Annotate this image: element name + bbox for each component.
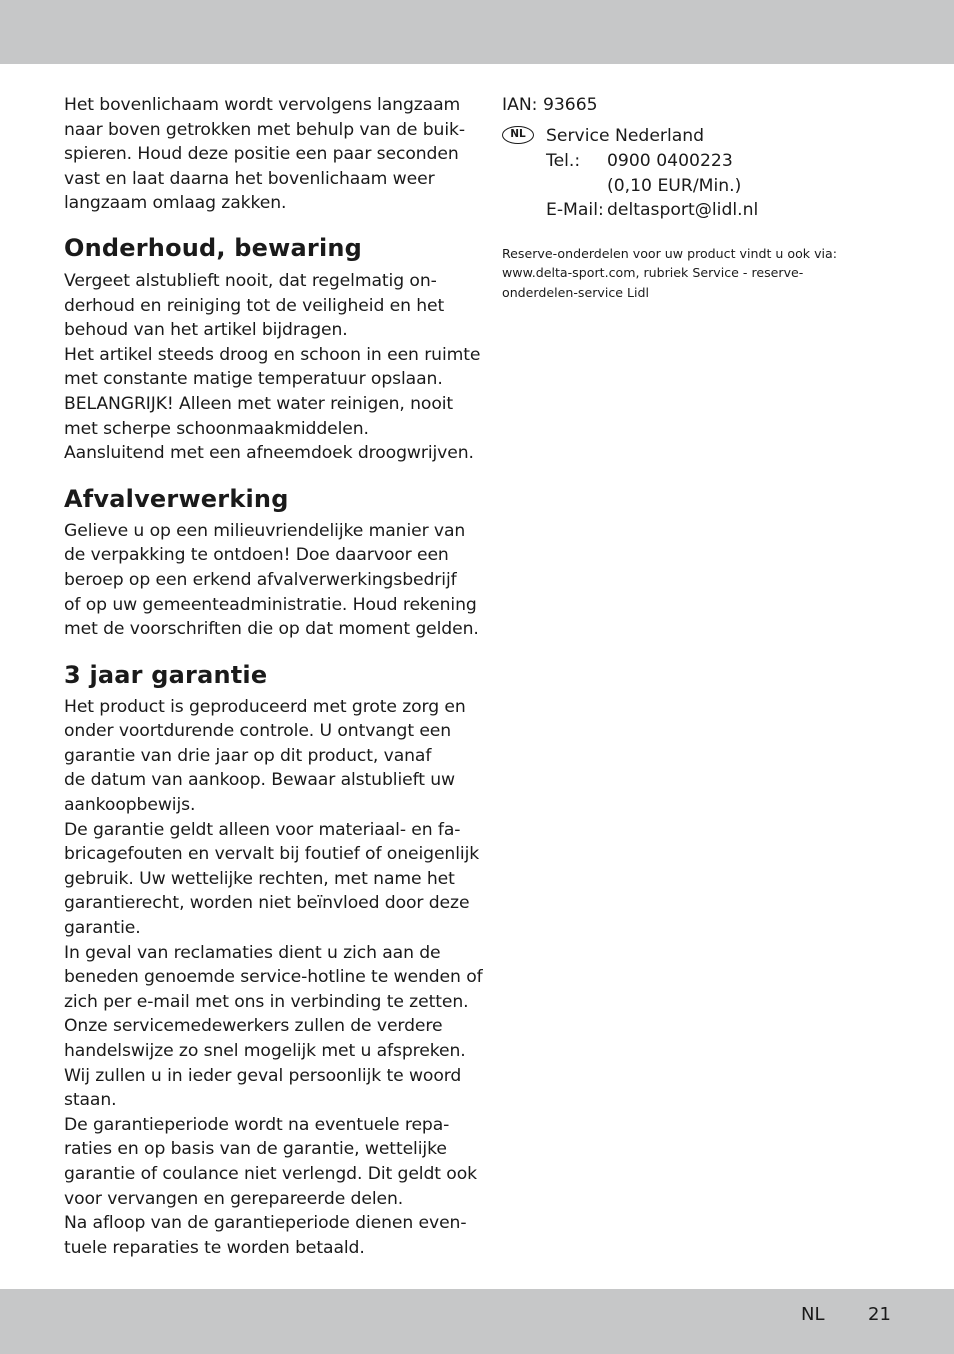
text-line: derhoud en reiniging tot de veiligheid en het — [64, 295, 445, 316]
section-heading-afvalverwerking: Afvalverwerking — [64, 484, 289, 513]
page-number: 21 — [868, 1304, 891, 1325]
tel-rate: (0,10 EUR/Min.) — [607, 175, 742, 196]
email-value: deltasport@lidl.nl — [607, 200, 759, 221]
text-line: Wij zullen u in ieder geval persoonlijk te woord — [64, 1065, 462, 1086]
text-line: Het product is geproduceerd met grote zorg en — [64, 696, 466, 717]
text-line: garantie. — [64, 918, 141, 939]
text-line: voor vervangen en gerepareerde delen. — [64, 1188, 404, 1209]
section-body-garantie — [64, 695, 483, 1261]
text-line: tuele reparaties te worden betaald. — [64, 1237, 365, 1258]
text-line: garantie of coulance niet verlengd. Dit geldt ook — [64, 1163, 477, 1184]
spare-parts-note — [502, 244, 862, 302]
ian-number: IAN: 93665 — [502, 95, 598, 115]
text-line: beroep op een erkend afvalverwerkingsbedrijf — [64, 569, 457, 590]
section-heading-garantie: 3 jaar garantie — [64, 660, 268, 689]
text-line: Gelieve u op een milieuvriendelijke manier van — [64, 520, 466, 541]
header-band — [0, 0, 954, 64]
text-line: garantie van drie jaar op dit product, vanaf — [64, 745, 432, 766]
text-line: De garantieperiode wordt na eventuele repa- — [64, 1114, 450, 1135]
intro-paragraph — [64, 93, 465, 216]
country-badge-nl: NL — [502, 126, 534, 144]
text-line: Het artikel steeds droog en schoon in een ruimte — [64, 344, 481, 365]
text-line: beneden genoemde service-hotline te wenden of — [64, 967, 483, 988]
text-line: onder voortdurende controle. U ontvangt een — [64, 721, 452, 742]
spare-parts-line: onderdelen-service Lidl — [502, 284, 650, 300]
left-column — [64, 93, 483, 1260]
text-line: Vergeet alstublieft nooit, dat regelmatig on- — [64, 270, 437, 291]
email-row — [546, 198, 758, 223]
email-label: E-Mail: — [546, 200, 604, 221]
spare-parts-line: Reserve-onderdelen voor uw product vindt u ook via: — [502, 246, 838, 261]
text-line: met constante matige temperatuur opslaan. — [64, 369, 443, 390]
spare-parts-line: www.delta-sport.com, rubriek Service - reserve- — [502, 265, 804, 281]
text-line: Onze servicemedewerkers zullen de verdere — [64, 1016, 443, 1037]
text-line: de verpakking te ontdoen! Doe daarvoor een — [64, 545, 449, 566]
text-line: aankoopbewijs. — [64, 795, 196, 816]
text-line: zich per e-mail met ons in verbinding te zetten. — [64, 991, 469, 1012]
text-line: In geval van reclamaties dient u zich aan de — [64, 942, 441, 963]
service-title: Service Nederland — [546, 126, 705, 146]
contact-block — [546, 149, 758, 223]
text-line: Aansluitend met een afneemdoek droogwrijven. — [64, 443, 474, 464]
text-line: Het bovenlichaam wordt vervolgens langzaam — [64, 95, 461, 115]
text-line: of op uw gemeenteadministratie. Houd rekening — [64, 594, 477, 615]
text-line: langzaam omlaag zakken. — [64, 193, 287, 214]
tel-row — [546, 149, 758, 174]
text-line: garantierecht, worden niet beïnvloed door deze — [64, 893, 470, 914]
text-line: raties en op basis van de garantie, wettelijke — [64, 1139, 447, 1160]
text-line: met scherpe schoonmaakmiddelen. — [64, 418, 369, 439]
text-line: behoud van het artikel bijdragen. — [64, 320, 348, 341]
text-line: spieren. Houd deze positie een paar seconden — [64, 144, 459, 165]
text-line: De garantie geldt alleen voor materiaal- en fa- — [64, 819, 461, 840]
tel-value: 0900 0400223 — [607, 151, 733, 171]
text-line: de datum van aankoop. Bewaar alstublieft uw — [64, 770, 456, 791]
text-line: gebruik. Uw wettelijke rechten, met name het — [64, 868, 455, 889]
text-line: staan. — [64, 1090, 117, 1111]
footer-language: NL — [801, 1304, 825, 1325]
text-line: bricagefouten en vervalt bij foutief of oneigenlijk — [64, 844, 480, 865]
text-line: Na afloop van de garantieperiode dienen even- — [64, 1213, 467, 1234]
text-line: vast en laat daarna het bovenlichaam weer — [64, 168, 435, 189]
section-body-afvalverwerking — [64, 519, 479, 642]
text-line: handelswijze zo snel mogelijk met u afspreken. — [64, 1041, 466, 1061]
tel-rate-row — [546, 174, 758, 199]
section-body-onderhoud — [64, 269, 481, 466]
tel-label: Tel.: — [546, 151, 581, 171]
section-heading-onderhoud: Onderhoud, bewaring — [64, 233, 363, 262]
text-line: met de voorschriften die op dat moment gelden. — [64, 619, 479, 640]
text-line: BELANGRIJK! Alleen met water reinigen, nooit — [64, 393, 454, 414]
text-line: naar boven getrokken met behulp van de buik- — [64, 119, 465, 140]
